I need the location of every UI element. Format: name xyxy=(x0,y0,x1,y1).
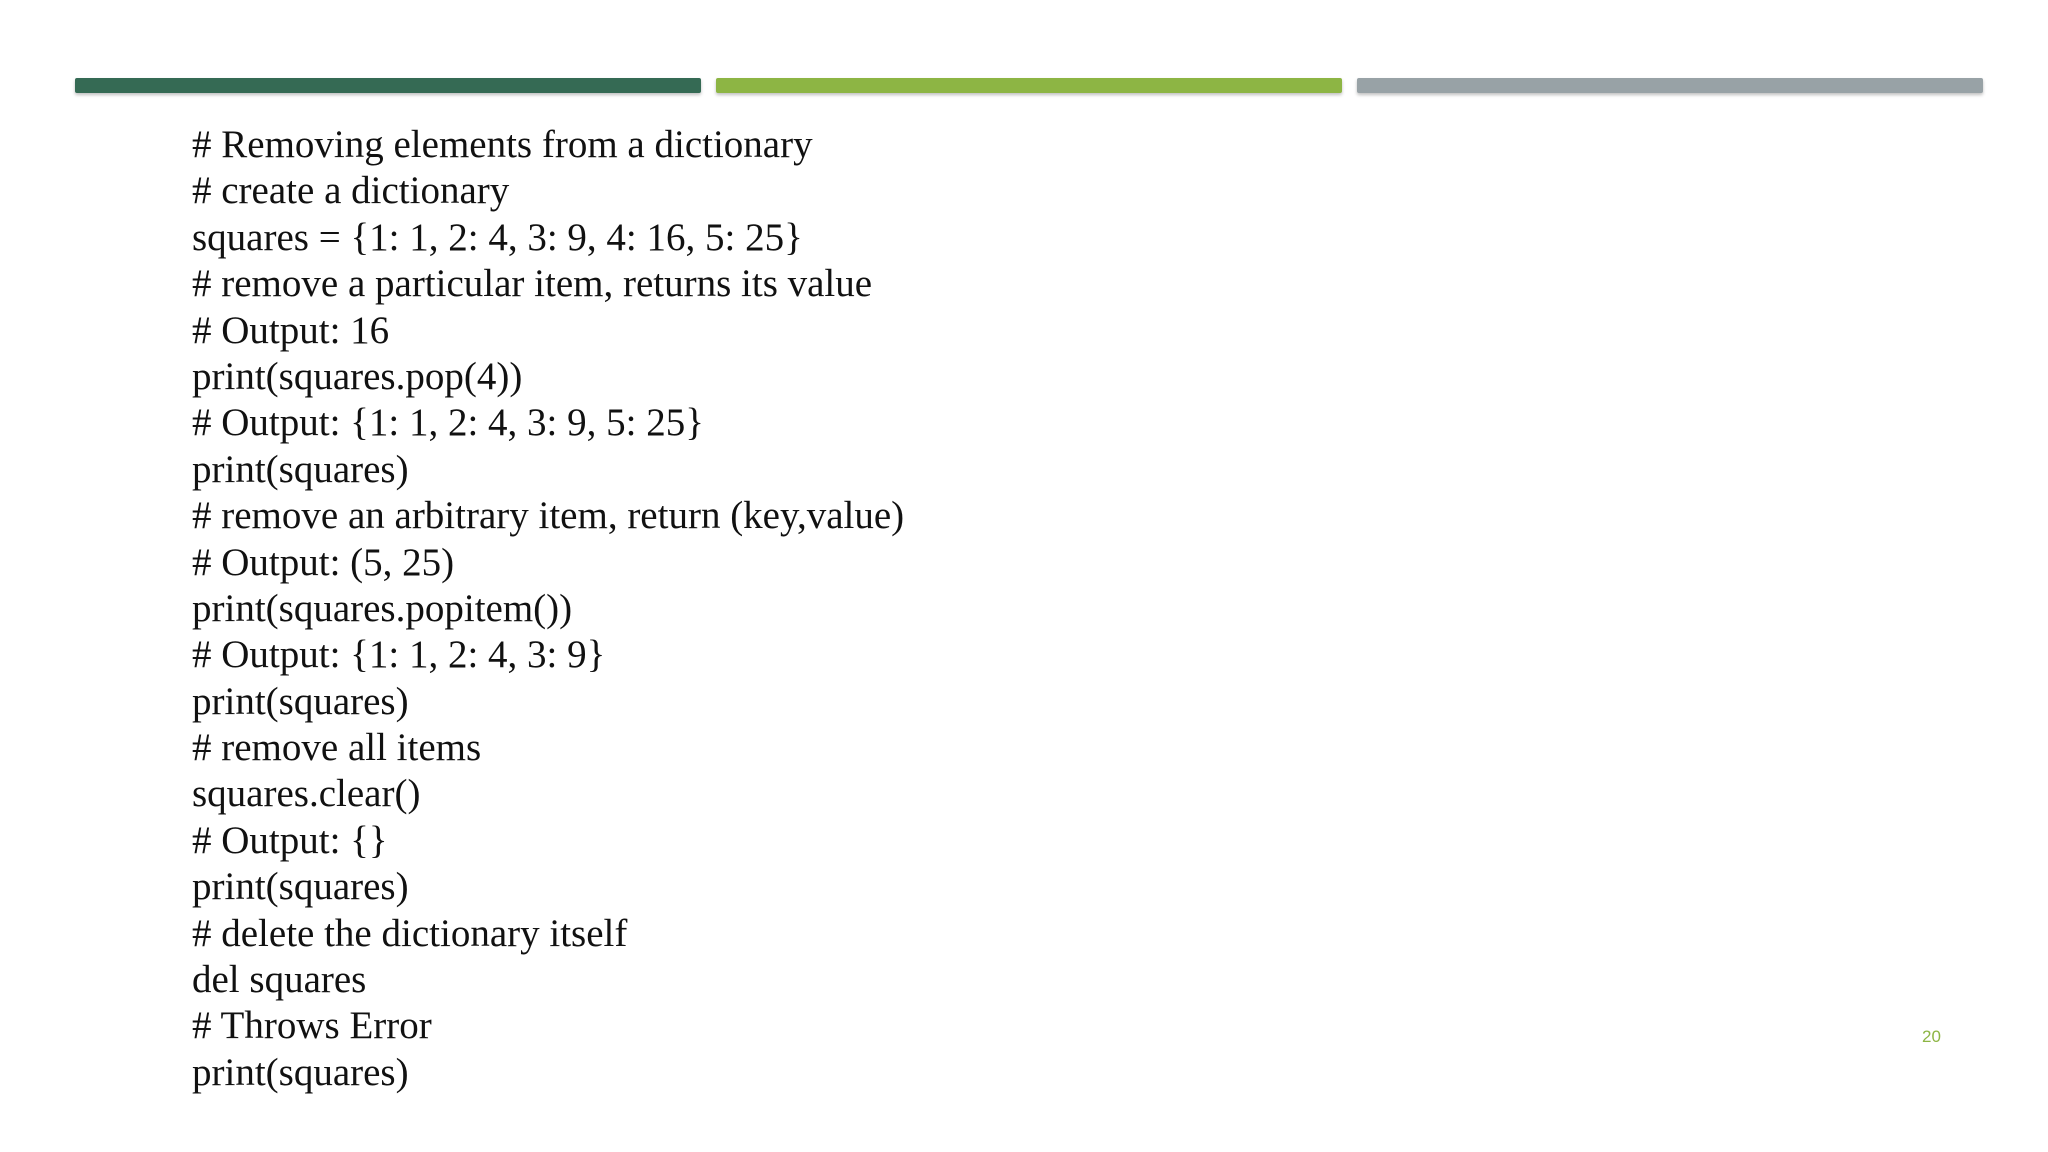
code-line: print(squares.pop(4)) xyxy=(192,354,523,398)
code-line: # Output: (5, 25) xyxy=(192,540,455,584)
code-line: squares.clear() xyxy=(192,772,421,816)
accent-bar-gray xyxy=(1357,78,1983,93)
code-line: # remove all items xyxy=(192,726,482,770)
code-line: # delete the dictionary itself xyxy=(192,911,628,955)
code-line: # remove an arbitrary item, return (key,value) xyxy=(192,494,905,538)
code-line: # Output: {1: 1, 2: 4, 3: 9, 5: 25} xyxy=(192,401,704,445)
code-line: print(squares) xyxy=(192,1050,409,1094)
code-line: # remove a particular item, returns its value xyxy=(192,262,873,306)
code-line: print(squares.popitem()) xyxy=(192,586,573,630)
code-line: # Output: 16 xyxy=(192,308,390,352)
code-line: squares = {1: 1, 2: 4, 3: 9, 4: 16, 5: 25} xyxy=(192,215,803,259)
accent-bar-dark-green xyxy=(75,78,701,93)
code-line: # Output: {} xyxy=(192,818,388,862)
code-line: # Removing elements from a dictionary xyxy=(192,123,813,166)
code-line: # create a dictionary xyxy=(192,169,510,213)
slide-number: 20 xyxy=(1922,1027,1941,1046)
code-line: print(squares) xyxy=(192,679,409,723)
accent-bar-light-green xyxy=(716,78,1342,93)
code-line: del squares xyxy=(192,958,367,1002)
code-line: # Output: {1: 1, 2: 4, 3: 9} xyxy=(192,633,606,677)
code-line: print(squares) xyxy=(192,865,409,909)
code-line: print(squares) xyxy=(192,447,409,491)
code-line: # Throws Error xyxy=(192,1004,432,1048)
code-block xyxy=(192,122,904,1096)
